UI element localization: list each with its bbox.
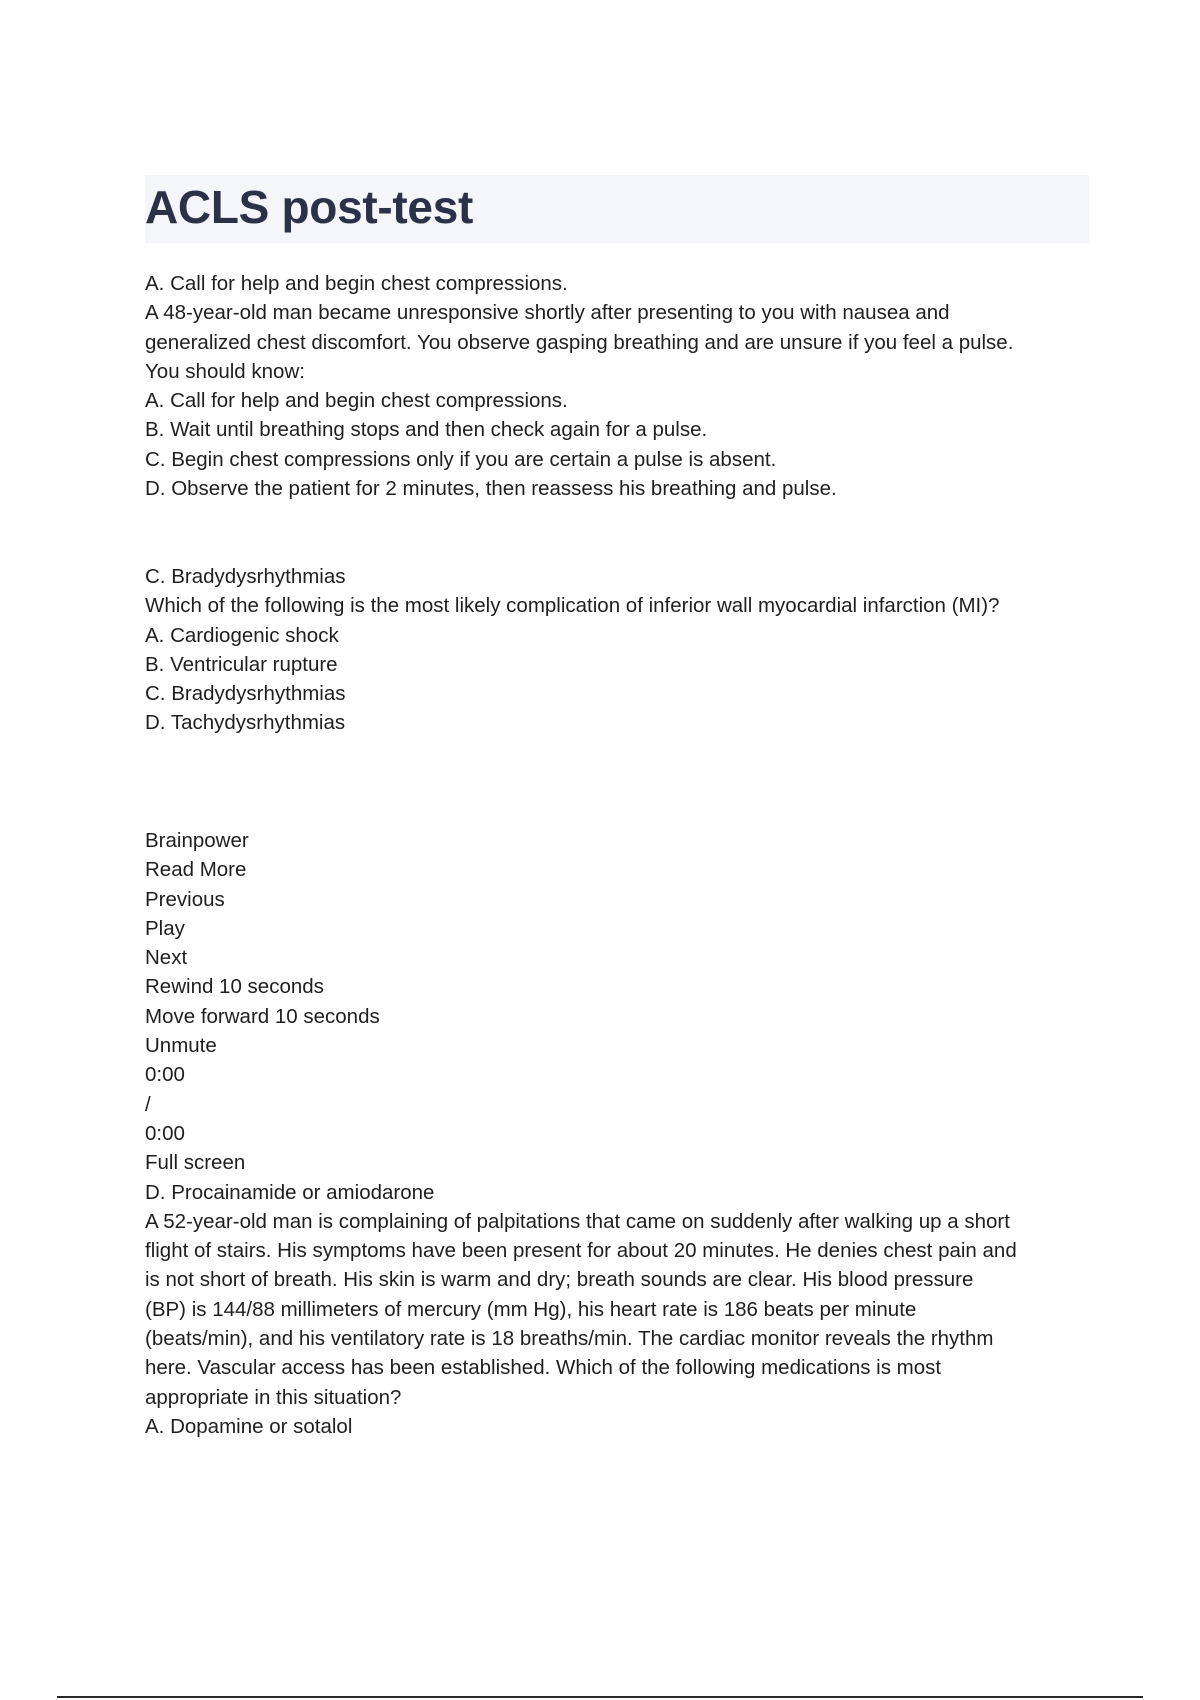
option-c: C. Bradydysrhythmias	[145, 682, 346, 706]
answer-text: D. Procainamide or amiodarone	[145, 1180, 435, 1204]
answer-text: A. Call for help and begin chest compressions.	[145, 272, 568, 295]
question-text-line: You should know:	[145, 359, 305, 383]
question-text-line: here. Vascular access has been established. Which of the following medications is most	[145, 1356, 942, 1380]
option-d: D. Observe the patient for 2 minutes, then reassess his breathing and pulse.	[145, 477, 837, 501]
unmute-button[interactable]: Unmute	[145, 1034, 217, 1058]
option-a: A. Dopamine or sotalol	[145, 1414, 353, 1438]
play-button[interactable]: Play	[145, 916, 185, 940]
duration-time: 0:00	[145, 1121, 185, 1145]
page-bottom-rule	[57, 1696, 1143, 1698]
question-text-line: generalized chest discomfort. You observe gasping breathing and are unsure if you feel a pulse.	[145, 330, 1014, 354]
question-text-line: appropriate in this situation?	[145, 1385, 402, 1409]
question-text-line: (BP) is 144/88 millimeters of mercury (mm Hg), his heart rate is 186 beats per minute	[145, 1297, 917, 1321]
question-text-line: A 48-year-old man became unresponsive shortly after presenting to you with nausea and	[145, 301, 950, 325]
brand-label: Brainpower	[145, 829, 249, 852]
answer-text: C. Bradydysrhythmias	[145, 565, 346, 588]
question-text-line: flight of stairs. His symptoms have been present for about 20 minutes. He denies chest pain and	[145, 1239, 1017, 1263]
option-a: A. Call for help and begin chest compressions.	[145, 389, 568, 413]
option-d: D. Tachydysrhythmias	[145, 711, 346, 735]
previous-button[interactable]: Previous	[145, 887, 225, 911]
question-text-line: is not short of breath. His skin is warm and dry; breath sounds are clear. His blood pressure	[145, 1268, 974, 1292]
question-text-line: A 52-year-old man is complaining of palpitations that came on suddenly after walking up a short	[145, 1209, 1010, 1233]
fullscreen-button[interactable]: Full screen	[145, 1151, 246, 1175]
rewind-button[interactable]: Rewind 10 seconds	[145, 975, 324, 999]
time-separator: /	[145, 1092, 151, 1116]
question-block-2	[145, 562, 1095, 738]
question-text-line: (beats/min), and his ventilatory rate is 18 breaths/min. The cardiac monitor reveals the rhythm	[145, 1327, 994, 1351]
media-and-question-block-3	[145, 826, 1095, 1441]
next-button[interactable]: Next	[145, 946, 188, 970]
read-more-link[interactable]: Read More	[145, 858, 247, 882]
option-b: B. Wait until breathing stops and then check again for a pulse.	[145, 418, 708, 442]
question-text: Which of the following is the most likely complication of inferior wall myocardial infarction (MI)?	[145, 594, 1000, 618]
page-title: ACLS post-test	[145, 181, 474, 233]
option-c: C. Begin chest compressions only if you are certain a pulse is absent.	[145, 447, 777, 471]
option-b: B. Ventricular rupture	[145, 652, 338, 676]
question-block-1	[145, 269, 1095, 503]
current-time: 0:00	[145, 1063, 185, 1087]
forward-button[interactable]: Move forward 10 seconds	[145, 1004, 380, 1028]
title-band	[145, 175, 1089, 243]
option-a: A. Cardiogenic shock	[145, 623, 339, 647]
